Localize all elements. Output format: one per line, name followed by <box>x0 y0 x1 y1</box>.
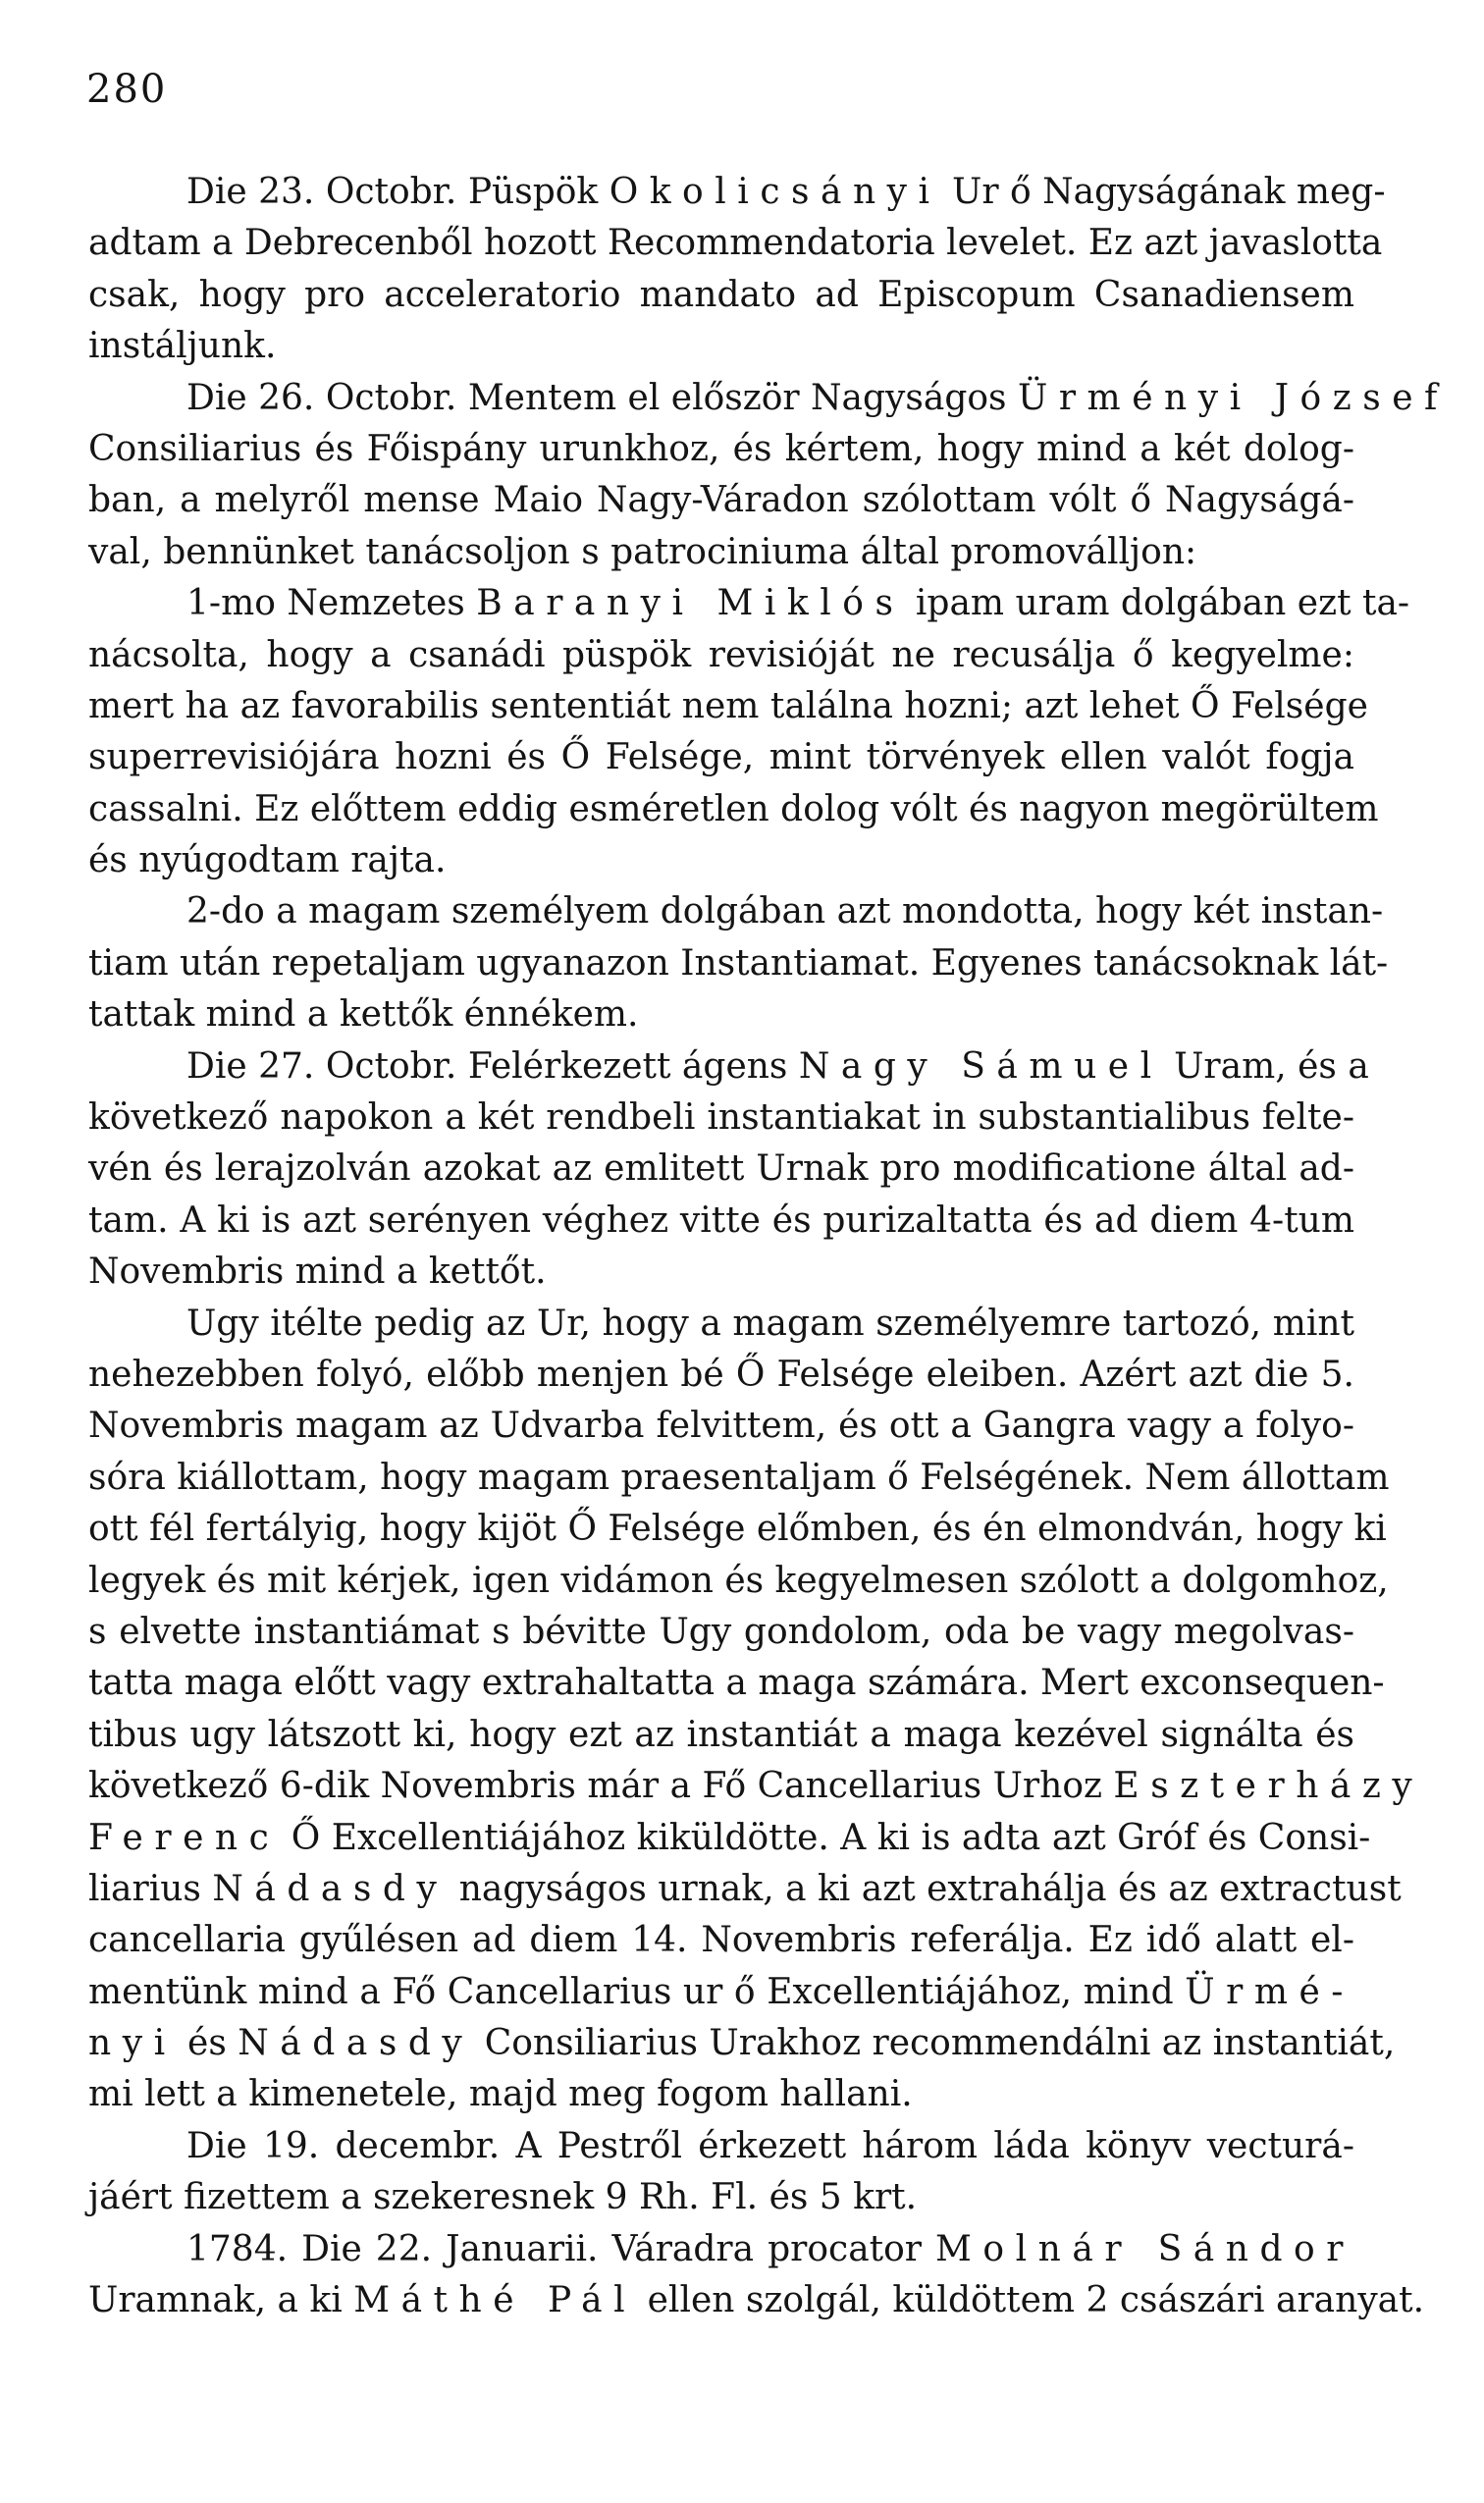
text-line <box>88 1247 1354 1298</box>
text-line <box>88 989 1354 1040</box>
text-line <box>88 475 1354 526</box>
text-segment: tiam után repetaljam ugyanazon Instantiamat. Egyenes tanácsoknak lát- <box>88 942 1389 984</box>
text-segment: Die 27. Octobr. Felérkezett ágens <box>186 1045 799 1087</box>
text-line <box>88 1967 1354 2018</box>
text-segment: tatta maga előtt vagy extrahaltatta a maga számára. Mert exconsequen- <box>88 1663 1385 1704</box>
text-line <box>88 1453 1390 1504</box>
text-segment: Die 19. decembr. A Pestről érkezett három láda könyv vecturá- <box>186 2125 1354 2166</box>
text-line <box>88 1761 1424 1812</box>
text-segment: cassalni. Ez előttem eddig esméretlen dolog vólt és nagyon megörültem <box>88 788 1379 829</box>
text-line <box>88 1556 1389 1607</box>
text-line <box>88 2224 1354 2275</box>
text-segment: Die 26. Octobr. Mentem el először Nagyságos <box>186 377 1018 418</box>
text-line <box>88 1607 1354 1658</box>
text-segment: mentünk mind a Fő Cancellarius ur ő Excellentiájához, mind <box>88 1971 1186 2012</box>
text-segment: csak, hogy pro acceleratorio mandato ad Episcopum Csanadiensem <box>88 274 1354 315</box>
text-segment: Uramnak, a ki <box>88 2280 354 2321</box>
text-segment: legyek és mit kérjek, igen vidámon és kegyelmesen szólott a dolgomhoz, <box>88 1560 1389 1601</box>
text-segment: tibus ugy látszott ki, hogy ezt az instantiát a maga kezével signálta és <box>88 1714 1354 1755</box>
text-segment: superrevisiójára hozni és Ő Felsége, mint törvények ellen valót fogja <box>88 737 1354 778</box>
text-segment: Ur ő Nagyságának meg- <box>940 172 1386 212</box>
text-segment: tattak mind a kettők énnékem. <box>88 994 639 1036</box>
text-line <box>88 2018 1396 2069</box>
text-segment: Die 23. Octobr. Püspök <box>186 172 610 212</box>
text-segment: Novembris magam az Udvarba felvittem, és ott a Gangra vagy a folyo- <box>88 1406 1354 1447</box>
text-segment: Ő Excellentiájához kiküldötte. A ki is adta azt Gróf és Consi- <box>280 1817 1371 1858</box>
text-segment: val, bennünket tanácsoljon s patrociniuma által promoválljon: <box>88 531 1197 572</box>
spaced-name: Nagy Sámuel <box>798 1045 1163 1087</box>
text-line <box>88 1504 1387 1555</box>
text-line <box>88 578 1410 629</box>
text-segment: ott fél fertályig, hogy kijöt Ő Felsége előmben, és én elmondván, hogy ki <box>88 1509 1387 1550</box>
text-segment: nehezebben folyó, előbb menjen bé Ő Felsége eleiben. Azért azt die 5. <box>88 1354 1354 1395</box>
text-segment: mert ha az favorabilis sententiát nem találna hozni; azt lehet Ő Felsége <box>88 685 1368 726</box>
page-number: 280 <box>86 67 168 112</box>
text-line <box>88 2069 1354 2120</box>
text-segment: Consiliarius Urakhoz recommendálni az instantiát, <box>473 2023 1396 2064</box>
text-line <box>88 321 1354 372</box>
spaced-name: Ürmé- <box>1185 1971 1354 2012</box>
text-segment: ellen szolgál, küldöttem 2 császári aranyat. <box>636 2280 1425 2321</box>
text-segment: adtam a Debrecenből hozott Recommendatoria levelet. Ez azt javaslotta <box>88 223 1383 264</box>
text-segment: és nyúgodtam rajta. <box>88 840 447 881</box>
text-segment: Novembris mind a kettőt. <box>88 1252 547 1293</box>
text-line <box>88 1041 1369 1092</box>
text-line <box>88 886 1384 937</box>
text-line <box>88 527 1354 578</box>
text-line <box>88 373 1449 424</box>
text-line <box>88 2121 1354 2172</box>
body-text <box>88 167 1449 2326</box>
text-segment: nagyságos urnak, a ki azt extrahálja és az extractust <box>448 1868 1402 1909</box>
text-line <box>88 681 1368 732</box>
text-segment: következő 6-dik Novembris már a Fő Cancellarius Urhoz <box>88 1766 1114 1807</box>
text-line <box>88 630 1354 681</box>
text-segment: sóra kiállottam, hogy magam praesentaljam ő Felségének. Nem állottam <box>88 1457 1390 1498</box>
text-segment: 1-mo Nemzetes <box>186 583 477 624</box>
text-line <box>88 1864 1402 1915</box>
spaced-name: Baranyi Miklós <box>476 583 905 624</box>
text-segment: jáért fizettem a szekeresnek 9 Rh. Fl. és 5 krt. <box>88 2177 918 2218</box>
text-segment: tam. A ki is azt serényen véghez vitte és purizaltatta és ad diem 4-tum <box>88 1199 1354 1241</box>
text-segment: s elvette instantiámat s bévitte Ugy gondolom, oda be vagy megolvas- <box>88 1611 1354 1652</box>
text-line <box>88 424 1354 475</box>
text-line <box>88 270 1354 321</box>
text-line <box>88 1092 1354 1144</box>
text-line <box>88 1350 1354 1401</box>
spaced-name: Molnár Sándor <box>935 2228 1354 2269</box>
text-segment: mi lett a kimenetele, majd meg fogom hallani. <box>88 2074 913 2115</box>
text-segment: liarius <box>88 1868 213 1909</box>
text-segment: Ugy itélte pedig az Ur, hogy a magam személyemre tartozó, mint <box>186 1303 1354 1344</box>
text-line <box>88 1401 1354 1452</box>
spaced-name: Nádasdy <box>238 2023 474 2064</box>
text-segment: vén és lerajzolván azokat az emlitett Urnak pro modificatione által ad- <box>88 1148 1354 1190</box>
text-line <box>88 2172 1354 2223</box>
text-line <box>88 218 1383 269</box>
text-line <box>88 835 1354 886</box>
text-line <box>88 1299 1354 1350</box>
text-segment: nácsolta, hogy a csanádi püspök revisióját ne recusálja ő kegyelme: <box>88 634 1354 675</box>
spaced-name: Okolicsányi <box>609 172 941 212</box>
text-segment: következő napokon a két rendbeli instantiakat in substantialibus felte- <box>88 1097 1354 1139</box>
text-line <box>88 1658 1385 1709</box>
spaced-name: nyi <box>88 2023 177 2064</box>
text-segment: instáljunk. <box>88 326 277 367</box>
spaced-name: Ferenc <box>88 1817 281 1858</box>
text-line <box>88 2275 1425 2326</box>
spaced-name: Eszterházy <box>1113 1766 1424 1807</box>
text-segment: ban, a melyről mense Maio Nagy-Váradon szólottam vólt ő Nagyságá- <box>88 480 1354 521</box>
spaced-name: Nádasdy <box>212 1868 449 1909</box>
text-segment: 2-do a magam személyem dolgában azt mondotta, hogy két instan- <box>186 891 1384 932</box>
text-segment: Uram, és a <box>1162 1045 1369 1087</box>
text-segment: és <box>176 2023 238 2064</box>
text-segment: 1784. Die 22. Januarii. Váradra procator <box>186 2228 936 2269</box>
text-line <box>88 1710 1354 1761</box>
text-line <box>88 784 1379 835</box>
text-segment: cancellaria gyűlésen ad diem 14. Novembris referálja. Ez idő alatt el- <box>88 1920 1354 1961</box>
text-segment: Consiliarius és Főispány urunkhoz, és kértem, hogy mind a két dolog- <box>88 428 1354 469</box>
text-line <box>88 1813 1371 1864</box>
spaced-name: Ürményi József <box>1017 377 1449 418</box>
text-line <box>88 1196 1354 1247</box>
text-line <box>88 167 1386 218</box>
spaced-name: Máthé Pál <box>353 2280 637 2321</box>
text-line <box>88 1144 1354 1195</box>
text-segment: ipam uram dolgában ezt ta- <box>904 583 1410 624</box>
text-line <box>88 938 1389 989</box>
text-line <box>88 1915 1354 1966</box>
text-line <box>88 732 1354 783</box>
